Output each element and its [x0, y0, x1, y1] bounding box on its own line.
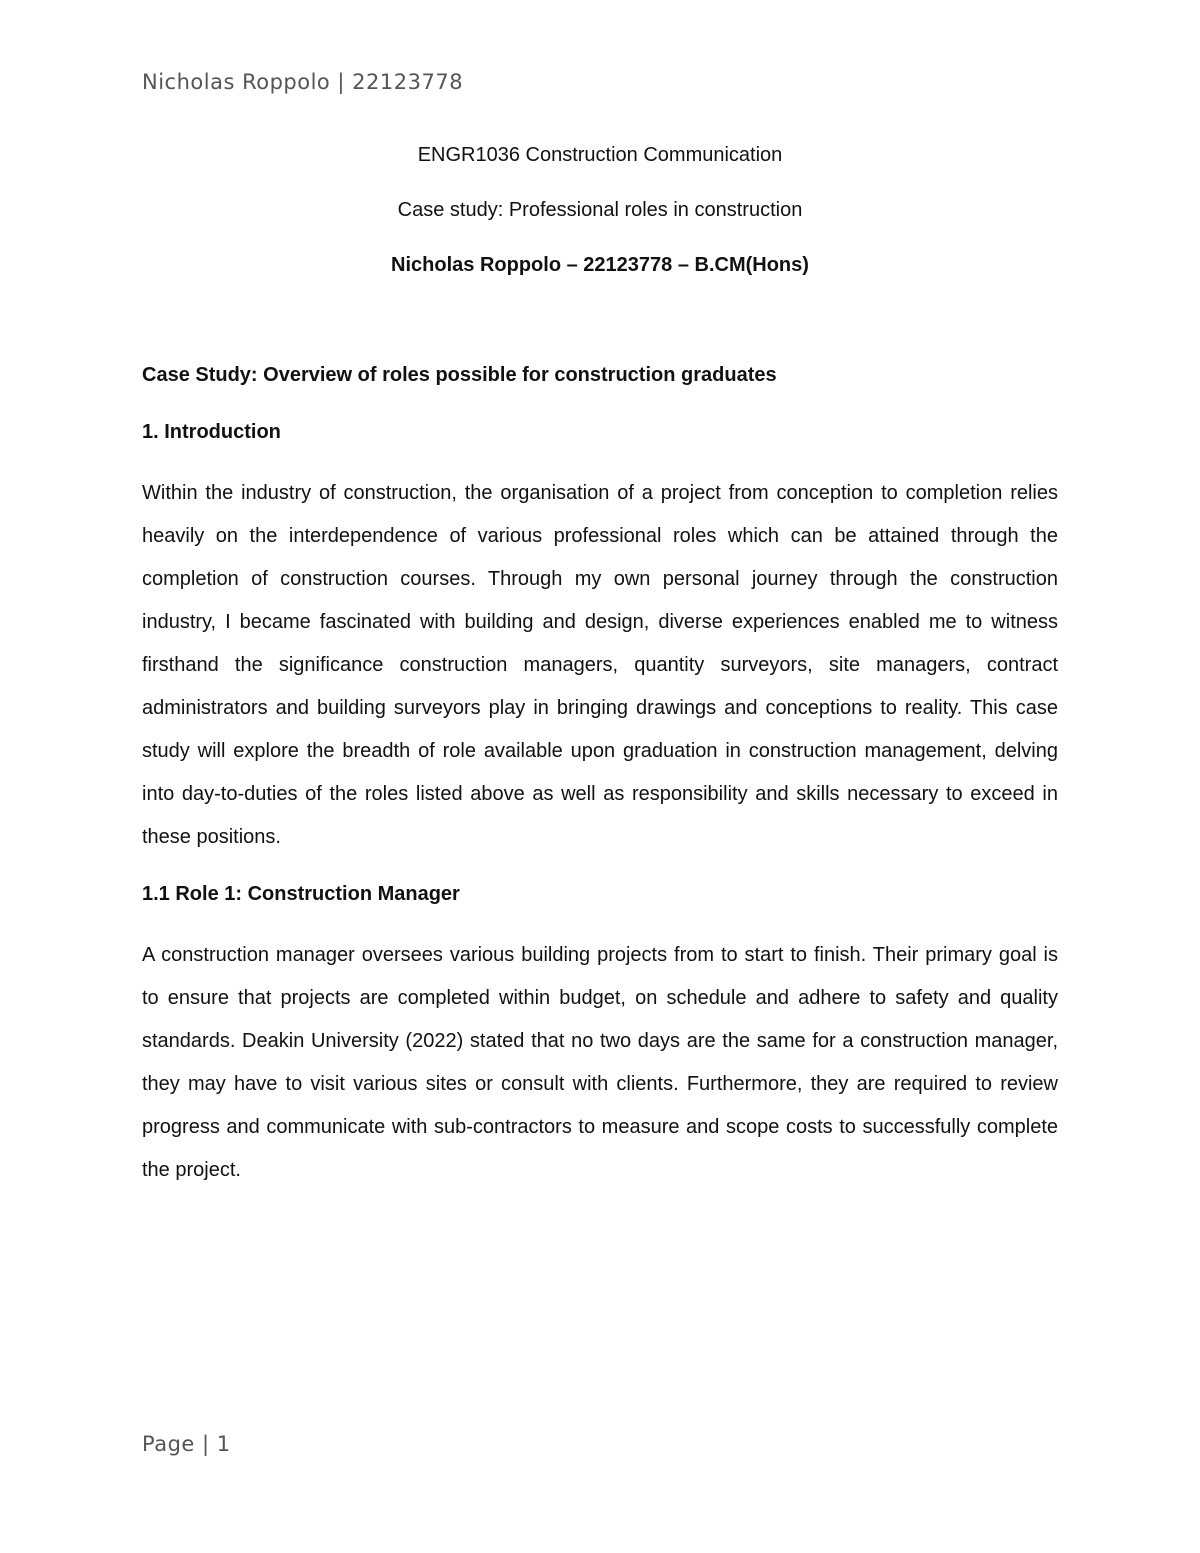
- introduction-paragraph: Within the industry of construction, the organisation of a project from conception to completion relies heavily on the interdependence of various professional roles which can be attained through the completion of construction courses. Through my own personal journey through the construction industry, I became fascinated with building and design, diverse experiences enabled me to witness firsthand the significance construction managers, quantity surveyors, site managers, contract administrators and building surveyors play in bringing drawings and conceptions to reality. This case study will explore the breadth of role available upon graduation in construction management, delving into day-to-duties of the roles listed above as well as responsibility and skills necessary to exceed in these positions.: [142, 482, 1058, 848]
- running-header: Nicholas Roppolo | 22123778: [142, 70, 464, 94]
- page-footer: Page | 1: [142, 1432, 231, 1456]
- author-line: Nicholas Roppolo – 22123778 – B.CM(Hons): [391, 254, 809, 276]
- introduction-heading: 1. Introduction: [142, 421, 281, 443]
- course-title: ENGR1036 Construction Communication: [417, 144, 783, 166]
- case-study-title: Case study: Professional roles in construction: [397, 199, 803, 221]
- role1-paragraph: A construction manager oversees various building projects from to start to finish. Their primary goal is to ensure that projects are completed within budget, on schedule and adhere to safety and quality standards. Deakin University (2022) stated that no two days are the same for a construction manager, they may have to visit various sites or consult with clients. Furthermore, they are required to review progress and communicate with sub-contractors to measure and scope costs to successfully complete the project.: [142, 944, 1058, 1181]
- role1-heading: 1.1 Role 1: Construction Manager: [142, 883, 460, 905]
- case-study-heading: Case Study: Overview of roles possible for construction graduates: [142, 364, 777, 386]
